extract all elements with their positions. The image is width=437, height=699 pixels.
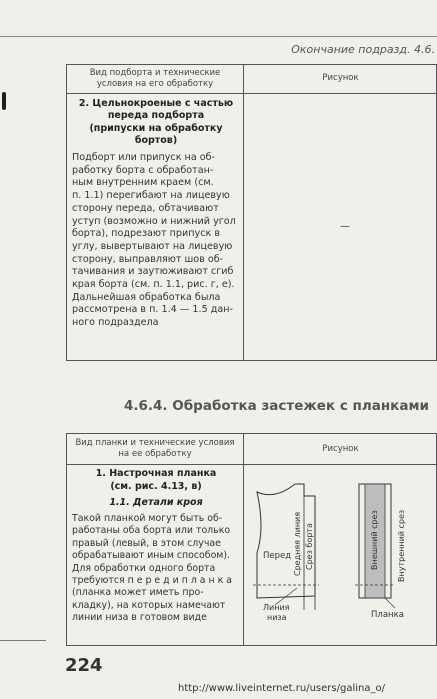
- header-divider: [67, 464, 436, 465]
- watermark-url: http://www.liveinternet.ru/users/galina_o/: [178, 683, 385, 694]
- figure-placeholder-dash: —: [340, 221, 350, 232]
- label-front: Перед: [263, 551, 292, 561]
- placket-leader: [385, 598, 395, 608]
- table-1-col1-header: Вид подборта и технические условия на его обработку: [89, 68, 221, 89]
- table-1-col2-header: Рисунок: [322, 73, 359, 83]
- binder-mark: [2, 92, 6, 110]
- label-center-line: Средняя линия: [293, 511, 302, 576]
- pattern-figure: [249, 478, 435, 644]
- running-header: Окончание подразд. 4.6.: [291, 43, 435, 56]
- table-2-col1-header: Вид планки и технические условия на ее обработку: [75, 438, 235, 459]
- table-1-row-text: Подборт или припуск на об- работку борта с обработан- ным внутренним краем (см. п. 1.1) перегибают на лицевую сторону переда, обтачивают уступ (возможно и нижний угол борта), подрезают припуск в углу, вывертывают на лицевую сторону, выправляют шов об- тачивания и заутюживают сгиб края борта (см. п. 1.1, рис. г, е). Дальнейшая обработка была рассмотрена в п. 1.4 — 1.5 дан- ного подраздела: [72, 152, 236, 329]
- page-rule: [0, 640, 46, 641]
- table-1-row-title: 2. Цельнокроеные с частью переда подборта (припуски на обработку бортов): [78, 98, 234, 146]
- label-placket: Планка: [371, 610, 404, 620]
- table-2-row-title: 1. Настрочная планка (см. рис. 4.13, в): [95, 468, 217, 492]
- label-edge-cut: Срез борта: [305, 523, 314, 570]
- table-2-row-subtitle: 1.1. Детали кроя: [109, 497, 203, 508]
- header-divider: [67, 93, 436, 94]
- label-hem-line-2: низа: [267, 613, 287, 622]
- table-2: [66, 433, 437, 646]
- table-2-row-text: Такой планкой могут быть об- работаны оба борта или только правый (левый, в этом случае обрабатывают иным способом). Для обработки одного борта требуются п е р е д и п л а н к а (планка может иметь про- кладку), на которых намечают линии низа в готовом виде: [72, 513, 233, 624]
- table-1: [66, 64, 437, 361]
- label-inner-cut: Внутренний срез: [397, 509, 406, 582]
- page-number: 224: [65, 655, 103, 676]
- label-outer-cut: Внешний срез: [370, 510, 379, 570]
- label-hem-line-1: Линия: [263, 603, 290, 612]
- section-heading: 4.6.4. Обработка застежек с планками: [124, 398, 429, 414]
- table-2-col2-header: Рисунок: [322, 444, 359, 454]
